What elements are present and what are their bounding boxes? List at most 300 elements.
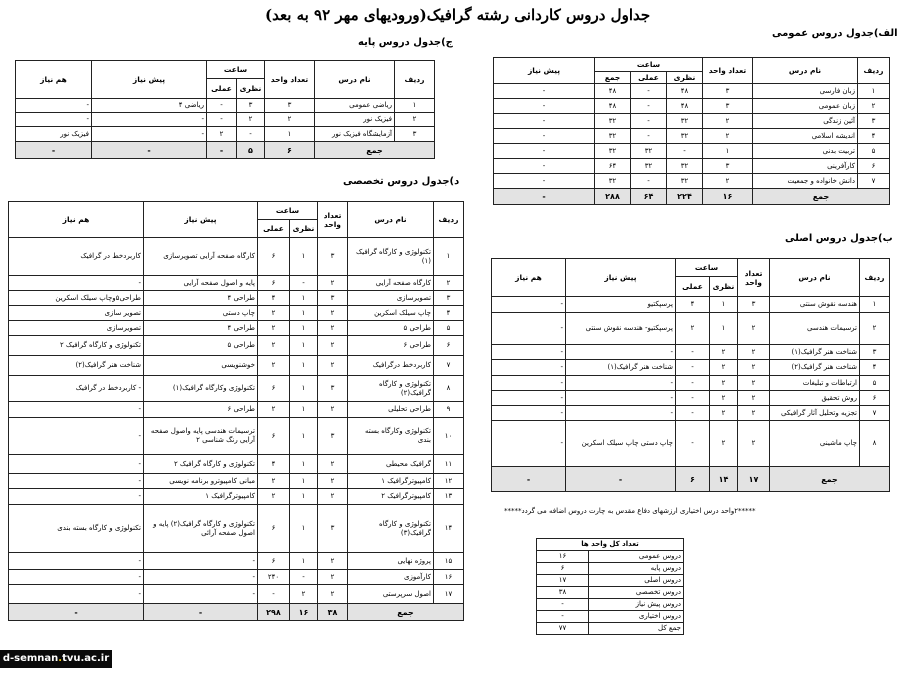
header-units: تعداد واحد <box>265 61 315 99</box>
watermark-dot: . <box>58 653 63 664</box>
course-row <box>16 99 435 113</box>
total-units: ۱۷ <box>738 467 770 492</box>
course-row <box>16 113 435 127</box>
course-name: زبان عمومی <box>753 99 858 114</box>
corequisite: فیزیک نور <box>16 127 92 142</box>
header-sum: جمع <box>595 72 631 84</box>
prerequisite: - <box>494 84 595 99</box>
units: ۲ <box>318 570 348 585</box>
practical-hours: - <box>675 406 709 421</box>
corequisite: - <box>9 276 144 291</box>
theory-hours: ۲ <box>710 406 738 421</box>
header-prereq: پیش نیاز <box>565 259 675 297</box>
total-coreq: - <box>492 467 566 492</box>
total-theory: ۱۴ <box>710 467 738 492</box>
course-name: گرافیک محیطی <box>348 455 434 474</box>
theory-hours: ۲ <box>710 391 738 406</box>
units: ۲ <box>738 376 770 391</box>
theory-hours: ۴۸ <box>667 84 703 99</box>
theory-hours: ۲ <box>710 360 738 376</box>
header-prereq: پیش نیاز <box>494 58 595 84</box>
practical-hours: - <box>631 129 667 144</box>
prerequisite: تکنولوژی و کارگاه گرافیک(۲) پایه و اصول صفحه آرائی <box>143 505 257 553</box>
theory-hours: ۱ <box>290 321 318 336</box>
practical-hours: ۶ <box>257 505 289 553</box>
units: ۲ <box>703 174 753 189</box>
corequisite: - <box>16 113 92 127</box>
units: ۲ <box>738 406 770 421</box>
total-label: جمع <box>753 189 890 205</box>
practical-hours: ۲ <box>257 336 289 356</box>
row-number: ۶ <box>860 391 890 406</box>
course-row <box>9 321 464 336</box>
total-prereq: - <box>494 189 595 205</box>
course-name: ترسیمات هندسی <box>770 313 860 345</box>
units: ۲ <box>265 113 315 127</box>
course-row <box>9 418 464 455</box>
header-hours: ساعت <box>675 259 737 277</box>
theory-hours: - <box>667 144 703 159</box>
summary-category: دروس اصلی <box>589 575 684 587</box>
header-coreq: هم نیاز <box>16 61 92 99</box>
course-name: آزمایشگاه فیزیک نور <box>315 127 395 142</box>
units: ۲ <box>318 455 348 474</box>
units: ۲ <box>703 114 753 129</box>
header-row: ردیف <box>395 61 435 99</box>
total-label: جمع <box>770 467 890 492</box>
main-title: جداول دروس کاردانی رشته گرافیک(ورودیهای مهر ۹۲ به بعد) <box>265 6 651 24</box>
course-name: شناخت هنر گرافیک(۱) <box>770 345 860 360</box>
theory-hours: ۳۲ <box>667 159 703 174</box>
header-units: تعداد واحد <box>738 259 770 297</box>
row-number: ۵ <box>860 376 890 391</box>
summary-row <box>537 563 684 575</box>
summary-units: - <box>537 599 589 611</box>
row-number: ۱ <box>395 99 435 113</box>
header-name: نام درس <box>753 58 858 84</box>
theory-hours: ۳۲ <box>667 174 703 189</box>
prerequisite: - <box>494 129 595 144</box>
course-row <box>9 336 464 356</box>
row-number: ۷ <box>858 174 890 189</box>
total-coreq: - <box>16 142 92 159</box>
summary-units: ۶ <box>537 563 589 575</box>
total-row <box>9 604 464 621</box>
row-number: ۲ <box>860 313 890 345</box>
units: ۳ <box>703 84 753 99</box>
units: ۲ <box>318 276 348 291</box>
total-theory: ۲۲۴ <box>667 189 703 205</box>
prerequisite: شناخت هنر گرافیک(۱) <box>565 360 675 376</box>
units: ۳ <box>703 99 753 114</box>
prerequisite: - <box>494 144 595 159</box>
prerequisite: - <box>143 585 257 604</box>
corequisite: - <box>9 585 144 604</box>
summary-category: دروس پیش نیاز <box>589 599 684 611</box>
practical-hours: - <box>675 345 709 360</box>
course-row <box>494 159 890 174</box>
practical-hours: - <box>257 585 289 604</box>
header-name: نام درس <box>315 61 395 99</box>
corequisite: کاربردخط در گرافیک <box>9 238 144 276</box>
total-label: جمع <box>315 142 435 159</box>
corequisite: تکنولوژی و کارگاه بسته بندی <box>9 505 144 553</box>
main-courses-table <box>491 258 890 492</box>
row-number: ۳ <box>860 345 890 360</box>
corequisite: تصویر سازی <box>9 306 144 321</box>
course-name: پروژه نهایی <box>348 553 434 570</box>
row-number: ۳ <box>395 127 435 142</box>
section-a-title: الف)جدول دروس عمومی <box>772 28 898 39</box>
practical-hours: ۴ <box>675 297 709 313</box>
header-name: نام درس <box>770 259 860 297</box>
theory-hours: - <box>237 127 265 142</box>
row-number: ۸ <box>434 376 464 402</box>
row-number: ۷ <box>860 406 890 421</box>
prerequisite: - <box>565 406 675 421</box>
total-practical: ۶ <box>675 467 709 492</box>
corequisite: - <box>492 406 566 421</box>
course-name: آئین زندگی <box>753 114 858 129</box>
total-label: جمع <box>348 604 464 621</box>
course-row <box>492 391 890 406</box>
header-theory: نظری <box>237 79 265 99</box>
course-name: کارآفرینی <box>753 159 858 174</box>
total-hours: ۶۴ <box>595 159 631 174</box>
row-number: ۵ <box>434 321 464 336</box>
row-number: ۱۵ <box>434 553 464 570</box>
prerequisite: مبانی کامپیوترو برنامه نویسی <box>143 474 257 489</box>
prerequisite: پایه و اصول صفحه آرایی <box>143 276 257 291</box>
course-name: تکنولوژی و کارگاه گرافیک (۱) <box>348 238 434 276</box>
corequisite: - <box>492 313 566 345</box>
course-row <box>492 297 890 313</box>
summary-row <box>537 587 684 599</box>
course-name: تکنولوژی وکارگاه بسته بندی <box>348 418 434 455</box>
practical-hours: ۶ <box>257 418 289 455</box>
theory-hours: ۱ <box>290 489 318 505</box>
basic-courses-table <box>15 60 435 159</box>
practical-hours: ۲۴۰ <box>257 570 289 585</box>
units: ۳ <box>318 291 348 306</box>
total-hours: ۳۲ <box>595 174 631 189</box>
course-row <box>9 553 464 570</box>
total-hours: ۴۸ <box>595 99 631 114</box>
units: ۳ <box>318 505 348 553</box>
row-number: ۸ <box>860 421 890 467</box>
theory-hours: ۱ <box>710 297 738 313</box>
prerequisite: - <box>494 99 595 114</box>
total-hours: ۴۸ <box>595 84 631 99</box>
units: ۲ <box>738 313 770 345</box>
row-number: ۱۴ <box>434 505 464 553</box>
units: ۲ <box>738 345 770 360</box>
total-sum: ۲۸۸ <box>595 189 631 205</box>
header-coreq: هم نیاز <box>9 202 144 238</box>
units: ۳ <box>318 376 348 402</box>
corequisite: - <box>492 391 566 406</box>
units: ۲ <box>738 360 770 376</box>
theory-hours: ۱ <box>290 455 318 474</box>
practical-hours: - <box>206 99 236 113</box>
theory-hours: ۲ <box>237 113 265 127</box>
prerequisite: - <box>565 345 675 360</box>
total-prereq: - <box>91 142 206 159</box>
theory-hours: ۱ <box>290 376 318 402</box>
total-hours: ۳۲ <box>595 114 631 129</box>
course-row <box>9 489 464 505</box>
corequisite: - <box>9 455 144 474</box>
practical-hours: - <box>631 114 667 129</box>
summary-category: دروس پایه <box>589 563 684 575</box>
corequisite: - <box>9 570 144 585</box>
summary-units: ۱۶ <box>537 551 589 563</box>
course-name: چاپ ماشینی <box>770 421 860 467</box>
theory-hours: ۳ <box>237 99 265 113</box>
corequisite: - <box>492 345 566 360</box>
header-name: نام درس <box>348 202 434 238</box>
course-row <box>494 129 890 144</box>
summary-row <box>537 599 684 611</box>
corequisite: - <box>9 418 144 455</box>
prerequisite: تکنولوژی وکارگاه گرافیک(۱) <box>143 376 257 402</box>
row-number: ۳ <box>858 114 890 129</box>
theory-hours: ۱ <box>290 238 318 276</box>
course-row <box>494 114 890 129</box>
theory-hours: ۱ <box>290 553 318 570</box>
header-theory: نظری <box>290 220 318 238</box>
prerequisite: - <box>91 113 206 127</box>
course-row <box>492 406 890 421</box>
practical-hours: ۶ <box>257 553 289 570</box>
corequisite: شناخت هنر گرافیک(۲) <box>9 356 144 376</box>
course-name: چاپ سیلک اسکرین <box>348 306 434 321</box>
prerequisite: طراحی ۶ <box>143 402 257 418</box>
header-practical: عملی <box>631 72 667 84</box>
units: ۲ <box>318 489 348 505</box>
theory-hours: ۲ <box>710 421 738 467</box>
site-watermark <box>0 650 112 668</box>
course-row <box>9 306 464 321</box>
corequisite: - <box>16 99 92 113</box>
practical-hours: ۲ <box>257 321 289 336</box>
prerequisite: طراحی ۴ <box>143 321 257 336</box>
theory-hours: ۱ <box>290 418 318 455</box>
row-number: ۱۷ <box>434 585 464 604</box>
total-units: ۳۸ <box>318 604 348 621</box>
units: ۲ <box>318 306 348 321</box>
practical-hours: ۲ <box>675 313 709 345</box>
theory-hours: ۱ <box>290 505 318 553</box>
practical-hours: ۴ <box>257 455 289 474</box>
units: ۲ <box>318 553 348 570</box>
theory-hours: - <box>290 570 318 585</box>
prerequisite: ریاضی ۴ <box>91 99 206 113</box>
prerequisite: - <box>494 174 595 189</box>
theory-hours: ۴۸ <box>667 99 703 114</box>
units-summary-table <box>536 538 684 635</box>
prerequisite: - <box>143 553 257 570</box>
summary-category: دروس عمومی <box>589 551 684 563</box>
section-d-title: د)جدول دروس تخصصی <box>343 176 460 187</box>
row-number: ۱ <box>858 84 890 99</box>
row-number: ۲ <box>395 113 435 127</box>
total-theory: ۱۶ <box>290 604 318 621</box>
course-row <box>492 313 890 345</box>
course-name: کارگاه صفحه آرایی <box>348 276 434 291</box>
units: ۱ <box>703 144 753 159</box>
practical-hours: ۳۲ <box>631 159 667 174</box>
course-row <box>16 127 435 142</box>
row-number: ۱ <box>860 297 890 313</box>
practical-hours: ۲ <box>257 474 289 489</box>
header-practical: عملی <box>206 79 236 99</box>
elective-note: *****۲واحد درس اختیاری ارزشهای دفاع مقدس به چارت دروس اضافه می گردد***** <box>504 507 756 515</box>
course-name: تربیت بدنی <box>753 144 858 159</box>
section-b-title: ب)جدول دروس اصلی <box>785 233 893 244</box>
units: ۲ <box>318 474 348 489</box>
course-name: ارتباطات و تبلیغات <box>770 376 860 391</box>
theory-hours: ۱ <box>290 336 318 356</box>
theory-hours: ۱ <box>710 313 738 345</box>
corequisite: تصویرسازی <box>9 321 144 336</box>
course-row <box>9 376 464 402</box>
header-hours: ساعت <box>595 58 703 72</box>
course-name: اندیشه اسلامی <box>753 129 858 144</box>
header-theory: نظری <box>667 72 703 84</box>
theory-hours: ۳۲ <box>667 114 703 129</box>
course-row <box>9 238 464 276</box>
general-courses-table <box>493 57 890 205</box>
total-units: ۱۶ <box>703 189 753 205</box>
practical-hours: - <box>675 360 709 376</box>
summary-category: دروس تخصصی <box>589 587 684 599</box>
course-row <box>9 402 464 418</box>
course-row <box>492 376 890 391</box>
header-prereq: پیش نیاز <box>143 202 257 238</box>
row-number: ۲ <box>434 276 464 291</box>
course-row <box>492 345 890 360</box>
header-prereq: پیش نیاز <box>91 61 206 99</box>
row-number: ۱۶ <box>434 570 464 585</box>
row-number: ۹ <box>434 402 464 418</box>
prerequisite: پرسپکتیو <box>565 297 675 313</box>
total-hours: ۳۲ <box>595 129 631 144</box>
theory-hours: ۱ <box>290 474 318 489</box>
prerequisite: خوشنویسی <box>143 356 257 376</box>
theory-hours: ۲ <box>290 585 318 604</box>
row-number: ۲ <box>858 99 890 114</box>
corequisite: - <box>492 376 566 391</box>
prerequisite: - <box>91 127 206 142</box>
course-row <box>492 421 890 467</box>
course-row <box>492 360 890 376</box>
corequisite: - <box>492 360 566 376</box>
course-row <box>9 570 464 585</box>
course-row <box>9 356 464 376</box>
total-row <box>494 189 890 205</box>
header-practical: عملی <box>257 220 289 238</box>
total-units: ۶ <box>265 142 315 159</box>
corequisite: - <box>9 402 144 418</box>
summary-row <box>537 575 684 587</box>
summary-units: ۷۷ <box>537 623 589 635</box>
row-number: ۳ <box>434 291 464 306</box>
total-practical: - <box>206 142 236 159</box>
summary-units: ۱۷ <box>537 575 589 587</box>
theory-hours: ۱ <box>290 306 318 321</box>
course-name: ریاضی عمومی <box>315 99 395 113</box>
summary-row <box>537 623 684 635</box>
course-row <box>9 474 464 489</box>
practical-hours: ۴ <box>257 291 289 306</box>
row-number: ۴ <box>858 129 890 144</box>
units: ۳ <box>265 99 315 113</box>
practical-hours: ۲ <box>257 306 289 321</box>
course-name: کامپیوترگرافیک ۱ <box>348 474 434 489</box>
row-number: ۶ <box>858 159 890 174</box>
units: ۲ <box>318 402 348 418</box>
prerequisite: تکنولوژی و کارگاه گرافیک ۲ <box>143 455 257 474</box>
corequisite: - کاربردخط در گرافیک <box>9 376 144 402</box>
row-number: ۱۲ <box>434 474 464 489</box>
prerequisite: ترسیمات هندسی پایه واصول صفحه آرایی رنگ شناسی ۲ <box>143 418 257 455</box>
total-coreq: - <box>9 604 144 621</box>
total-hours: ۳۲ <box>595 144 631 159</box>
corequisite: طراحی۵وچاپ سیلک اسکرین <box>9 291 144 306</box>
units: ۳ <box>318 238 348 276</box>
corequisite: تکنولوژی و کارگاه گرافیک ۲ <box>9 336 144 356</box>
units: ۳ <box>318 418 348 455</box>
practical-hours: ۶ <box>257 276 289 291</box>
units: ۱ <box>265 127 315 142</box>
prerequisite: - <box>494 114 595 129</box>
watermark-part1: d-semnan <box>2 653 59 664</box>
header-hours: ساعت <box>257 202 317 220</box>
row-number: ۴ <box>860 360 890 376</box>
corequisite: - <box>492 297 566 313</box>
section-c-title: ج)جدول دروس پایه <box>358 37 453 48</box>
prerequisite: - <box>565 391 675 406</box>
units: ۲ <box>738 421 770 467</box>
row-number: ۱۰ <box>434 418 464 455</box>
course-row <box>494 144 890 159</box>
total-prereq: - <box>565 467 675 492</box>
practical-hours: - <box>675 421 709 467</box>
row-number: ۶ <box>434 336 464 356</box>
row-number: ۵ <box>858 144 890 159</box>
practical-hours: ۲ <box>257 356 289 376</box>
units: ۲ <box>738 391 770 406</box>
header-units: تعداد واحد <box>703 58 753 84</box>
summary-row <box>537 611 684 623</box>
course-name: زبان فارسی <box>753 84 858 99</box>
units: ۳ <box>703 159 753 174</box>
corequisite: - <box>9 474 144 489</box>
corequisite: - <box>492 421 566 467</box>
header-row: ردیف <box>434 202 464 238</box>
course-name: تصویرسازی <box>348 291 434 306</box>
theory-hours: - <box>290 276 318 291</box>
course-name: کامپیوترگرافیک ۲ <box>348 489 434 505</box>
course-row <box>9 455 464 474</box>
practical-hours: ۶ <box>257 376 289 402</box>
theory-hours: ۲ <box>710 345 738 360</box>
course-name: طراحی ۵ <box>348 321 434 336</box>
units: ۲ <box>318 356 348 376</box>
row-number: ۷ <box>434 356 464 376</box>
practical-hours: ۶ <box>257 238 289 276</box>
